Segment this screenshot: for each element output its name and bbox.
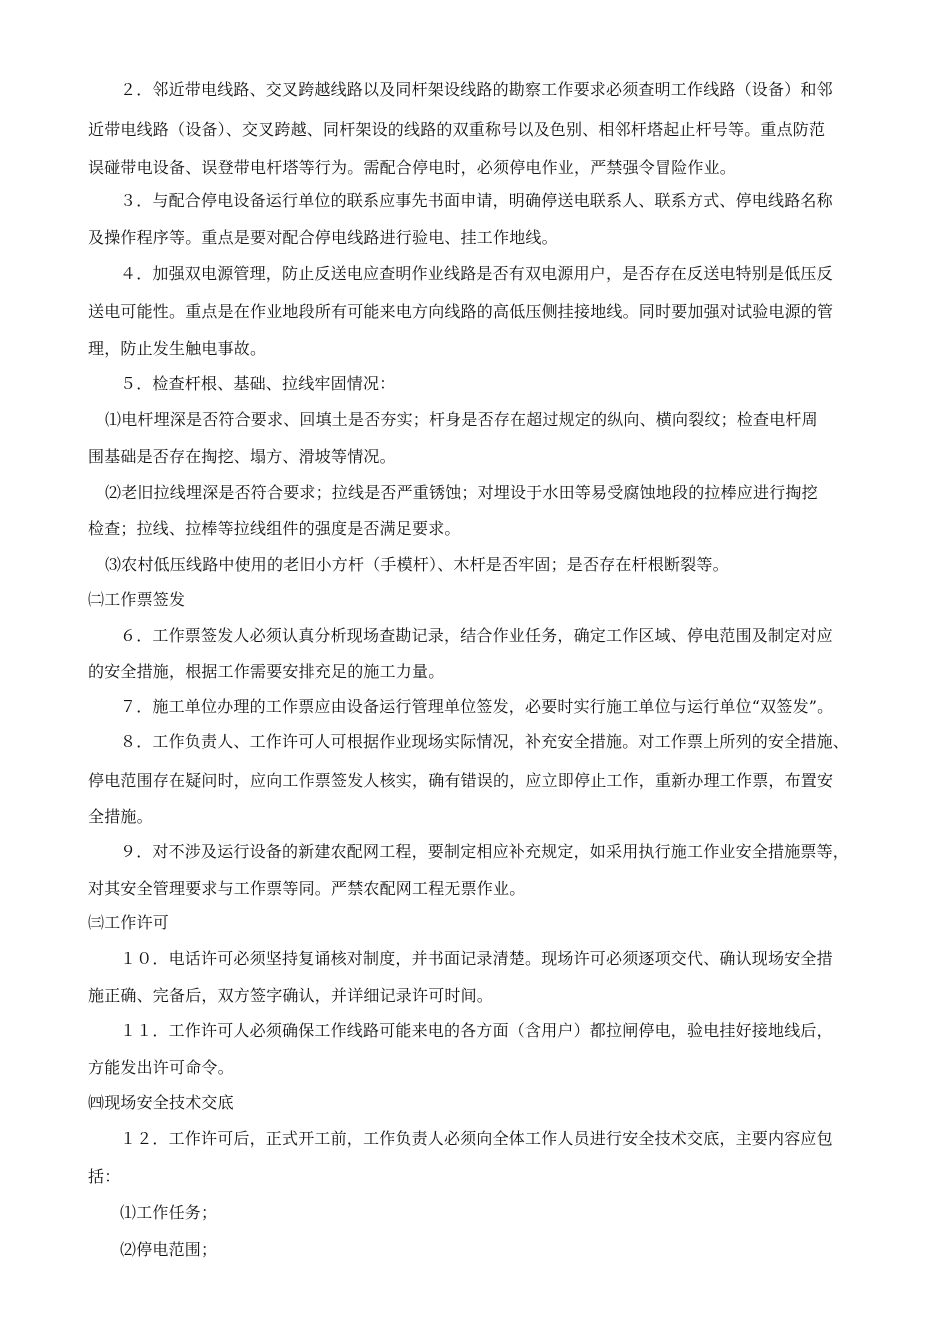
text-line: 检查；拉线、拉棒等拉线组件的强度是否满足要求。 xyxy=(88,519,461,538)
text-line: 施正确、完备后，双方签字确认，并详细记录许可时间。 xyxy=(88,986,494,1005)
text-line: ⑵停电范围； xyxy=(120,1240,218,1259)
text-line: 的安全措施，根据工作需要安排充足的施工力量。 xyxy=(88,662,445,681)
text-line: ⑴工作任务； xyxy=(120,1203,218,1222)
text-line: 停电范围存在疑问时，应向工作票签发人核实，确有错误的，应立即停止工作，重新办理工作票，布置安 xyxy=(88,771,834,790)
text-line: １１．工作许可人必须确保工作线路可能来电的各方面（含用户）都拉闸停电，验电挂好接地线后， xyxy=(120,1021,833,1040)
section-heading: ㈢工作许可 xyxy=(88,913,170,932)
text-line: １０．电话许可必须坚持复诵核对制度，并书面记录清楚。现场许可必须逐项交代、确认现场安全措 xyxy=(120,949,833,968)
text-line: １２．工作许可后，正式开工前，工作负责人必须向全体工作人员进行安全技术交底，主要内容应包 xyxy=(120,1129,833,1148)
text-line: 及操作程序等。重点是要对配合停电线路进行验电、挂工作地线。 xyxy=(88,228,558,247)
text-line: 理，防止发生触电事故。 xyxy=(88,339,267,358)
text-line: 全措施。 xyxy=(88,807,153,826)
section-heading: ㈣现场安全技术交底 xyxy=(88,1093,234,1112)
text-line: 围基础是否存在掏挖、塌方、滑坡等情况。 xyxy=(88,447,396,466)
section-heading: ㈡工作票签发 xyxy=(88,590,186,609)
text-line: ８．工作负责人、工作许可人可根据作业现场实际情况，补充安全措施。对工作票上所列的安全措施、 xyxy=(120,732,850,751)
text-line: ５．检查杆根、基础、拉线牢固情况： xyxy=(120,374,396,393)
text-line: ２．邻近带电线路、交叉跨越线路以及同杆架设线路的勘察工作要求必须查明工作线路（设备）和邻 xyxy=(120,80,833,99)
text-line: 送电可能性。重点是在作业地段所有可能来电方向线路的高低压侧挂接地线。同时要加强对试验电源的管 xyxy=(88,302,834,321)
text-line: 对其安全管理要求与工作票等同。严禁农配网工程无票作业。 xyxy=(88,879,526,898)
text-line: ３．与配合停电设备运行单位的联系应事先书面申请，明确停送电联系人、联系方式、停电线路名称 xyxy=(120,191,833,210)
text-line: 近带电线路（设备）、交叉跨越、同杆架设的线路的双重称号以及色别、相邻杆塔起止杆号等。重点防范 xyxy=(88,120,826,139)
text-line: 括： xyxy=(88,1167,121,1186)
text-line: 方能发出许可命令。 xyxy=(88,1058,234,1077)
text-line: ⑴电杆埋深是否符合要求、回填土是否夯实；杆身是否存在超过规定的纵向、横向裂纹；检查电杆周 xyxy=(105,410,818,429)
text-line: ⑵老旧拉线埋深是否符合要求；拉线是否严重锈蚀；对埋设于水田等易受腐蚀地段的拉棒应进行掏挖 xyxy=(105,483,818,502)
text-line: ７．施工单位办理的工作票应由设备运行管理单位签发，必要时实行施工单位与运行单位“双签发”。 xyxy=(120,697,834,716)
text-line: ９．对不涉及运行设备的新建农配网工程，要制定相应补充规定，如采用执行施工作业安全措施票等， xyxy=(120,842,850,861)
text-line: ６．工作票签发人必须认真分析现场查勘记录，结合作业任务，确定工作区域、停电范围及制定对应 xyxy=(120,626,833,645)
text-line: ⑶农村低压线路中使用的老旧小方杆（手模杆）、木杆是否牢固；是否存在杆根断裂等。 xyxy=(105,555,729,574)
text-line: ４．加强双电源管理，防止反送电应查明作业线路是否有双电源用户，是否存在反送电特别是低压反 xyxy=(120,264,833,283)
text-line: 误碰带电设备、误登带电杆塔等行为。需配合停电时，必须停电作业，严禁强令冒险作业。 xyxy=(88,158,737,177)
